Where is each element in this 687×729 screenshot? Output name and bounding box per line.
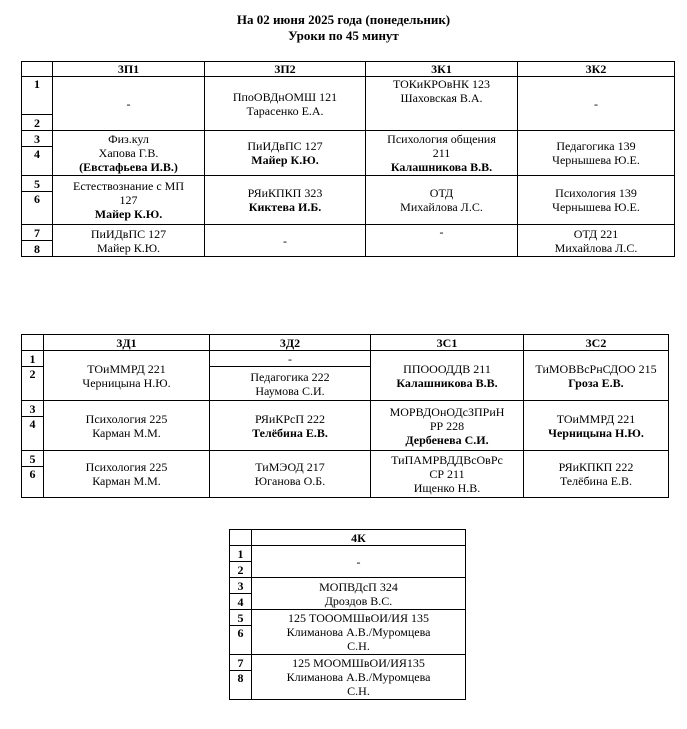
lesson-teacher: Майер К.Ю.: [96, 240, 161, 255]
lesson-teacher: Телёбина Е.В.: [252, 425, 328, 440]
schedule-table-2: [21, 334, 669, 498]
corner-cell: [22, 335, 44, 351]
lesson-number: 1: [22, 351, 44, 367]
lesson-subject: Физ.кул: [108, 132, 149, 146]
lesson-teacher: Калашникова В.В.: [396, 375, 498, 390]
lesson-cell: [44, 401, 210, 451]
lesson-teacher: Калашникова В.В.: [390, 160, 493, 174]
lesson-teacher: Чернышева Ю.Е.: [552, 200, 640, 214]
lesson-teacher: Тарасенко Е.А.: [246, 103, 324, 118]
lesson-number: 8: [22, 241, 53, 257]
lesson-teacher: Майер К.Ю.: [94, 207, 163, 221]
lesson-number: 6: [230, 626, 252, 655]
group-header: 3К1: [366, 62, 518, 77]
lesson-number: 5: [230, 610, 252, 626]
lesson-cell: [524, 351, 669, 401]
group-header: 3П2: [205, 62, 366, 77]
lesson-number: 3: [22, 401, 44, 417]
page-title: На 02 июня 2025 года (понедельник): [236, 12, 451, 27]
lesson-subject: ТОКиКРОвНК 123: [392, 77, 491, 91]
group-header: 3С1: [371, 335, 524, 351]
lesson-cell: [371, 351, 524, 401]
lesson-cell: [366, 131, 518, 176]
lesson-cell: [44, 451, 210, 498]
lesson-subject: Психология 225: [85, 411, 168, 426]
group-header: 3Д1: [44, 335, 210, 351]
schedule-table-3: [229, 529, 466, 700]
lesson-teacher-cont: С.Н.: [347, 684, 370, 698]
lesson-cell: [210, 451, 371, 498]
lesson-subject: Педагогика 139: [556, 139, 636, 153]
lesson-subject: МОПВДсП 324: [319, 579, 398, 594]
lesson-text: -: [356, 554, 361, 569]
lesson-cell: [210, 351, 371, 367]
lesson-number: 5: [22, 451, 44, 467]
group-header: 3П1: [53, 62, 205, 77]
lesson-text: -: [594, 96, 598, 111]
lesson-teacher: Карман М.М.: [92, 425, 161, 440]
lesson-number: 2: [22, 367, 44, 401]
lesson-subject: РЯиКРсП 222: [254, 411, 325, 426]
group-header: 3К2: [518, 62, 675, 77]
lesson-subject: ТиМОВВсРнСДОО 215: [535, 361, 657, 376]
group-header: 3Д2: [210, 335, 371, 351]
lesson-teacher: Михайлова Л.С.: [554, 240, 638, 255]
lesson-room: РР 228: [429, 418, 465, 433]
lesson-text: -: [283, 233, 287, 248]
schedule-table-1: [21, 61, 675, 257]
lesson-subject: 125 ТОООМШвОИ/ИЯ 135: [288, 611, 429, 625]
lesson-number: 3: [22, 131, 53, 147]
lesson-teacher: Шаховская В.А.: [400, 91, 483, 105]
page-subtitle: Уроки по 45 минут: [288, 28, 399, 43]
lesson-cell: [518, 176, 675, 225]
lesson-subject: Психология 225: [85, 460, 168, 474]
lesson-teacher: Телёбина Е.В.: [559, 474, 633, 488]
lesson-subject: Психология общения: [387, 132, 496, 146]
lesson-teacher: Карман М.М.: [92, 474, 161, 488]
lesson-cell: [53, 225, 205, 257]
group-header: 3С2: [524, 335, 669, 351]
lesson-number: 7: [22, 225, 53, 241]
lesson-cell: [366, 176, 518, 225]
lesson-teacher-cont: С.Н.: [347, 639, 370, 653]
lesson-cell: [44, 351, 210, 401]
lesson-number: 5: [22, 176, 53, 192]
lesson-cell: [371, 401, 524, 451]
lesson-number: 4: [22, 417, 44, 451]
lesson-number: 4: [22, 147, 53, 176]
lesson-number: 3: [230, 578, 252, 594]
lesson-cell: [524, 451, 669, 498]
lesson-teacher: Черницына Н.Ю.: [82, 375, 171, 390]
lesson-room: 127: [119, 193, 138, 207]
lesson-teacher: Климанова А.В./Муромцева: [286, 625, 431, 639]
lesson-cell: [53, 77, 205, 131]
lesson-subject: ПиИДвПС 127: [247, 139, 323, 153]
lesson-cell: [252, 610, 466, 655]
lesson-teacher: Климанова А.В./Муромцева: [286, 670, 431, 684]
lesson-teacher: Дроздов В.С.: [324, 593, 393, 608]
lesson-subject: Естествознание с МП: [73, 179, 184, 193]
lesson-number: 6: [22, 467, 44, 498]
lesson-cell: [524, 401, 669, 451]
lesson-cell: [252, 578, 466, 610]
lesson-cell: [252, 655, 466, 700]
lesson-cell: [205, 131, 366, 176]
lesson-teacher: Киктева И.Б.: [248, 200, 322, 214]
lesson-teacher: Гроза Е.В.: [568, 375, 624, 390]
lesson-text: -: [439, 225, 444, 239]
lesson-teacher: Чернышева Ю.Е.: [552, 153, 640, 167]
lesson-subject: МОРВДОнОДсЗПРиН: [389, 404, 505, 419]
lesson-teacher: Хапова Г.В.: [98, 146, 159, 160]
lesson-subject: РЯиКПКП 323: [247, 186, 323, 200]
corner-cell: [22, 62, 53, 77]
lesson-cell: [518, 77, 675, 131]
lesson-cell: [205, 77, 366, 131]
lesson-teacher: Черницына Н.Ю.: [548, 425, 644, 440]
lesson-subject: ТиПАМРВДДВсОвРс: [391, 453, 503, 467]
lesson-teacher: Майер К.Ю.: [251, 153, 319, 167]
lesson-room: 211: [432, 146, 451, 160]
lesson-subject: ОТД: [429, 186, 454, 200]
lesson-number: 4: [230, 594, 252, 610]
lesson-cell: [53, 131, 205, 176]
lesson-teacher-replacement: (Евстафьева И.В.): [79, 160, 178, 174]
lesson-text: -: [126, 96, 131, 111]
lesson-subject: ОТД 221: [573, 226, 619, 241]
corner-cell: [230, 530, 252, 546]
lesson-number: 2: [230, 562, 252, 578]
lesson-cell: [366, 77, 518, 131]
lesson-teacher: Юганова О.Б.: [254, 474, 326, 488]
lesson-cell: [205, 176, 366, 225]
lesson-teacher: Наумова С.И.: [255, 383, 325, 398]
lesson-text: -: [288, 351, 292, 366]
lesson-number: 8: [230, 671, 252, 700]
lesson-cell: [252, 546, 466, 578]
lesson-subject: ПиИДвПС 127: [90, 226, 167, 241]
lesson-subject: РЯиКПКП 222: [558, 460, 634, 474]
lesson-cell: [371, 451, 524, 498]
lesson-cell: [366, 225, 518, 257]
lesson-cell: [205, 225, 366, 257]
lesson-teacher: Дербенева С.И.: [405, 432, 489, 447]
lesson-cell: [210, 401, 371, 451]
lesson-subject: ТиМЭОД 217: [255, 460, 325, 474]
lesson-number: 7: [230, 655, 252, 671]
lesson-cell: [518, 131, 675, 176]
lesson-cell: [518, 225, 675, 257]
lesson-room: СР 211: [429, 467, 465, 481]
lesson-teacher: Ищенко Н.В.: [413, 481, 481, 495]
lesson-teacher: Михайлова Л.С.: [400, 200, 483, 214]
lesson-subject: Педагогика 222: [250, 369, 330, 384]
lesson-cell: [53, 176, 205, 225]
group-header: 4К: [252, 530, 466, 546]
lesson-subject: ТОиММРД 221: [556, 411, 636, 426]
lesson-subject: Психология 139: [555, 186, 637, 200]
lesson-number: 6: [22, 192, 53, 225]
lesson-subject: ТОиММРД 221: [87, 361, 166, 376]
lesson-number: 1: [230, 546, 252, 562]
lesson-cell: [210, 367, 371, 401]
lesson-subject: 125 МООМШвОИ/ИЯ135: [292, 656, 425, 670]
lesson-subject: ПпоОВДнОМШ 121: [232, 89, 338, 104]
lesson-number: 1: [22, 77, 53, 115]
lesson-subject: ППОООДДВ 211: [403, 361, 491, 376]
lesson-number: 2: [22, 115, 53, 131]
